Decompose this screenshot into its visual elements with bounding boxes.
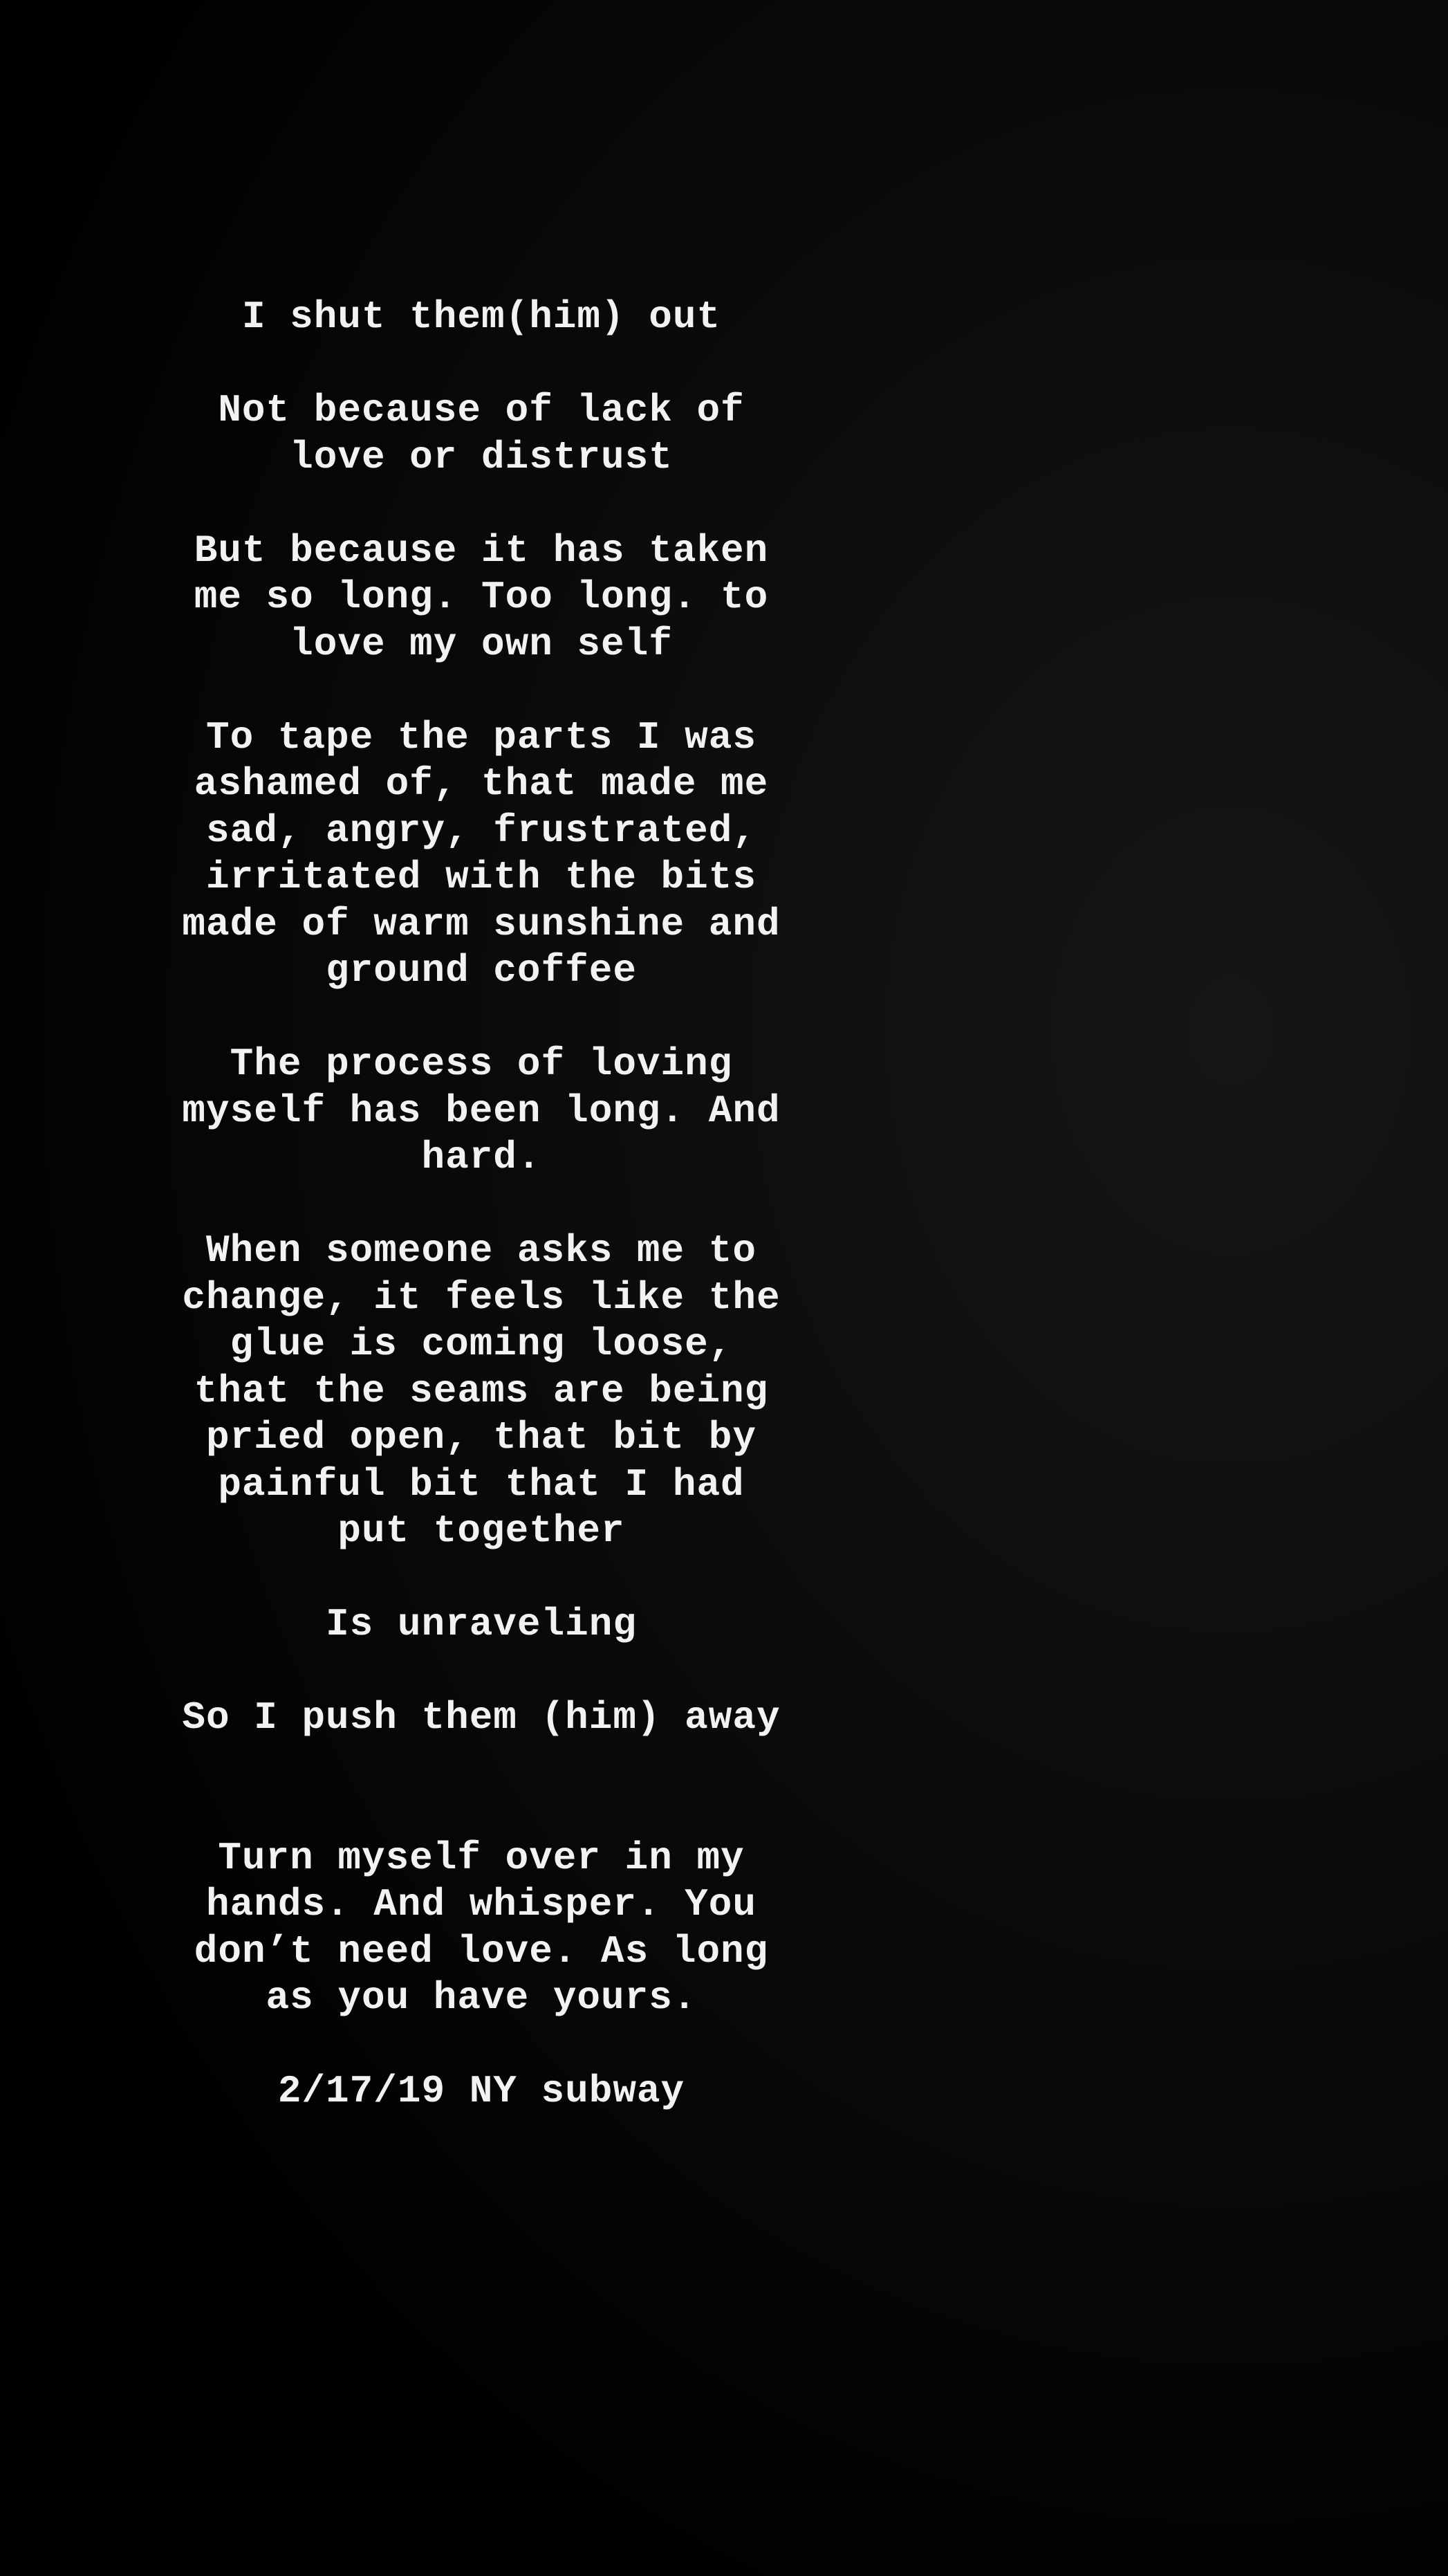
poem-line: Is unraveling (326, 1602, 637, 1646)
poem-line: put together (337, 1509, 625, 1553)
stanza-9 (163, 1835, 799, 2022)
poem-line: sad, angry, frustrated, (206, 808, 757, 853)
poem-line: painful bit that I had (218, 1462, 745, 1507)
poem-line: myself has been long. And (182, 1088, 781, 1133)
poem-line: ashamed of, that made me (194, 762, 769, 806)
stanza-1 (163, 294, 799, 341)
stanza-7 (163, 1601, 799, 1648)
poem-line: hands. And whisper. You (206, 1882, 757, 1926)
poem-line: don’t need love. As long (194, 1929, 769, 1974)
poem-line: I shut them(him) out (241, 295, 721, 339)
stanza-3 (163, 528, 799, 668)
poem-line: pried open, that bit by (206, 1415, 757, 1460)
poem-line: that the seams are being (194, 1368, 769, 1413)
poem-signature (163, 2068, 799, 2115)
poem-line: Turn myself over in my (218, 1835, 745, 1880)
poem-line: ground coffee (326, 948, 637, 993)
poem-line: made of warm sunshine and (182, 901, 781, 946)
stanza-8 (163, 1695, 799, 1742)
poem-line: Not because of lack of (218, 388, 745, 432)
stanza-4 (163, 715, 799, 995)
poem-line: The process of loving (230, 1042, 733, 1086)
poem-line: To tape the parts I was (206, 715, 757, 760)
poem-line: glue is coming loose, (230, 1322, 733, 1366)
stanza-5 (163, 1041, 799, 1181)
poem-text (163, 294, 799, 2162)
date-location-line: 2/17/19 NY subway (277, 2069, 685, 2113)
stanza-6 (163, 1228, 799, 1555)
poem-line: me so long. Too long. to (194, 575, 769, 619)
poem-line: But because it has taken (194, 528, 769, 573)
poem-line: love or distrust (290, 434, 673, 479)
poem-line: as you have yours. (266, 1976, 697, 2020)
poem-line: hard. (421, 1135, 541, 1179)
poem-line: So I push them (him) away (182, 1695, 781, 1740)
stanza-2 (163, 387, 799, 481)
poem-line: change, it feels like the (182, 1275, 781, 1320)
poem-line: irritated with the bits (206, 855, 757, 899)
poem-line: When someone asks me to (206, 1229, 757, 1273)
poem-line: love my own self (290, 621, 673, 666)
